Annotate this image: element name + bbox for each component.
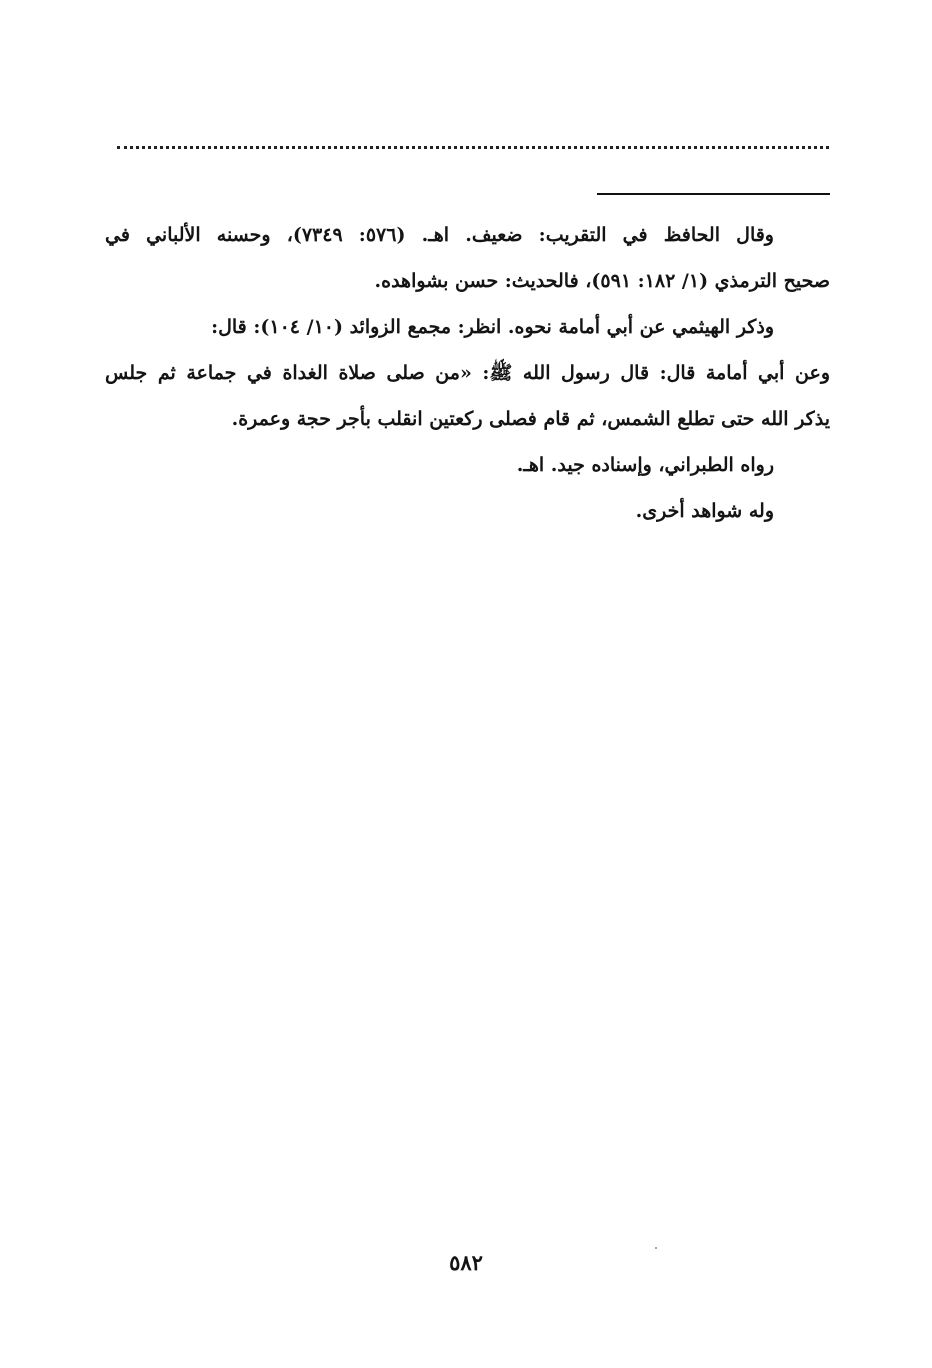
dotted-separator <box>117 146 829 149</box>
footnote-line: يذكر الله حتى تطلع الشمس، ثم قام فصلى ركعتين انقلب بأجر حجة وعمرة. <box>231 408 830 430</box>
footnote-line: وذكر الهيثمي عن أبي أمامة نحوه. انظر: مجمع الزوائد (١٠/ ١٠٤): قال: <box>211 316 774 338</box>
page-number: ٥٨٢ <box>449 1250 483 1275</box>
footnote-line: وعن أبي أمامة قال: قال رسول الله ﷺ: «من صلى صلاة الغداة في جماعة ثم جلس <box>105 362 830 384</box>
scan-speck <box>655 1247 657 1249</box>
footnote-line: وله شواهد أخرى. <box>635 500 774 522</box>
footnote-line: رواه الطبراني، وإسناده جيد. اهـ. <box>516 454 774 476</box>
footnotes-block <box>105 212 830 534</box>
footnote-separator <box>597 193 830 195</box>
footnote-line: صحيح الترمذي (١/ ١٨٢: ٥٩١)، فالحديث: حسن بشواهده. <box>374 270 830 292</box>
footnote-line: وقال الحافظ في التقريب: ضعيف. اهـ. (٥٧٦: ٧٣٤٩)، وحسنه الألباني في <box>105 224 774 246</box>
